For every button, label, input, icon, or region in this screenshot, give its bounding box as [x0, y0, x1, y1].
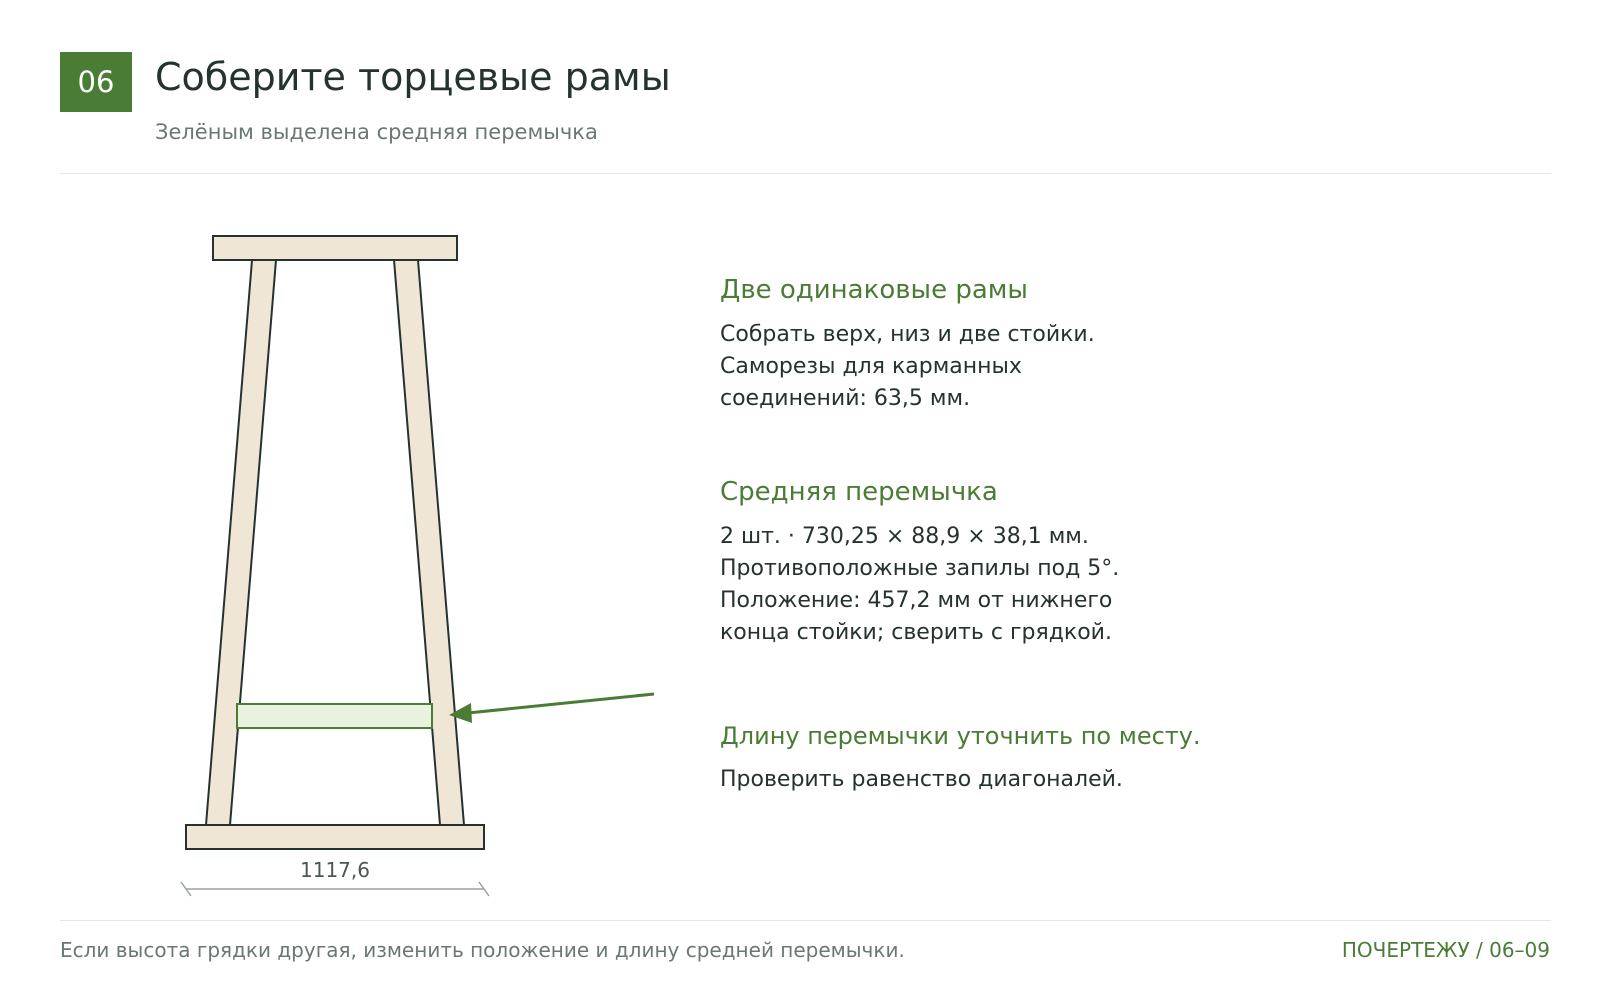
- note-line: конца стойки; сверить с грядкой.: [720, 620, 1112, 645]
- note-line: Саморезы для карманных: [720, 354, 1022, 379]
- note-title: Длину перемычки уточнить по месту.: [720, 722, 1201, 750]
- note-line: 2 шт. · 730,25 × 88,9 × 38,1 мм.: [720, 524, 1089, 549]
- note-adjust-length: [720, 722, 1201, 796]
- width-dimension-label: 1117,6: [300, 858, 370, 882]
- page-subtitle: Зелёным выделена средняя перемычка: [155, 120, 598, 144]
- pointer-arrow-line: [468, 694, 654, 713]
- middle-crossbar-highlight: [237, 704, 432, 728]
- note-line: Проверить равенство диагоналей.: [720, 767, 1123, 792]
- note-line: соединений: 63,5 мм.: [720, 386, 971, 411]
- footer-note: Если высота грядки другая, изменить положение и длину средней перемычки.: [60, 938, 905, 962]
- note-title: Средняя перемычка: [720, 477, 998, 507]
- note-line: Положение: 457,2 мм от нижнего: [720, 588, 1113, 613]
- note-line: Собрать верх, низ и две стойки.: [720, 322, 1095, 347]
- footer-page-reference[interactable]: ПОЧЕРТЕЖУ / 06–09: [1341, 938, 1550, 962]
- note-identical-frames: [720, 275, 1095, 415]
- footer-divider: [60, 920, 1551, 921]
- left-leg: [206, 260, 276, 825]
- right-leg: [394, 260, 464, 825]
- frame-diagram: [0, 0, 760, 920]
- bottom-rail: [186, 825, 484, 849]
- frame-drawing: [0, 0, 760, 920]
- note-middle-crossbar: [720, 477, 1119, 649]
- step-number-badge: 06: [60, 52, 132, 112]
- note-title: Две одинаковые рамы: [720, 275, 1028, 305]
- page-title: Соберите торцевые рамы: [155, 55, 671, 99]
- top-rail: [213, 236, 457, 260]
- note-line: Противоположные запилы под 5°.: [720, 556, 1120, 581]
